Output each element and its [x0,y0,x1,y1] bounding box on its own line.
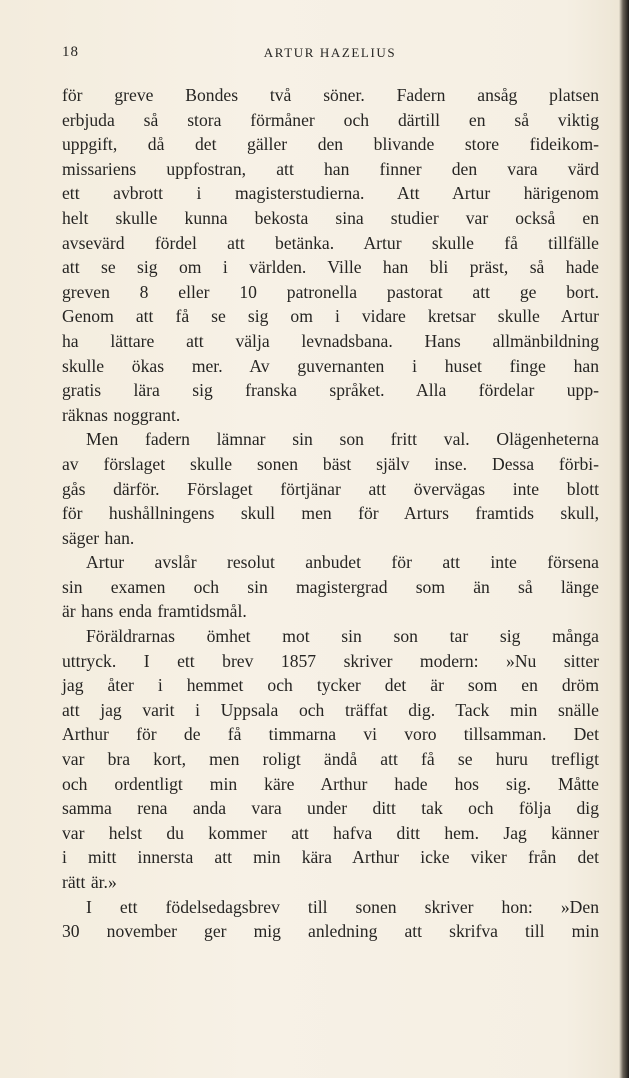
text-line: säger han. [62,527,135,548]
text-line: uppgift, då det gäller den blivande store fideikom- [62,134,599,155]
text-line: Artur avslår resolut anbudet för att inte försena [86,552,599,573]
page-edge-shadow [619,0,629,1078]
text-line: Föräldrarnas ömhet mot sin son tar sig många [86,626,599,647]
text-line: helt skulle kunna bekosta sina studier var också en [62,207,599,228]
page-header [62,44,598,66]
body-text [62,83,599,944]
text-line: 30 november ger mig anledning att skrifva till min [62,921,599,942]
text-line: för greve Bondes två söner. Fadern ansåg platsen [62,85,599,105]
page-number: 18 [62,44,79,60]
running-title: ARTUR HAZELIUS [263,45,397,60]
text-line: samma rena anda vara under ditt tak och följa dig [62,798,599,819]
text-line: erbjuda så stora förmåner och därtill en så viktig [62,109,599,130]
text-line: gratis lära sig franska språket. Alla fördelar upp- [62,380,599,401]
text-line: skulle ökas mer. Av guvernanten i huset finge han [62,355,599,376]
text-line: var bra kort, men roligt ändå att få se huru trefligt [62,749,599,770]
text-line: greven 8 eller 10 patronella pastorat att ge bort. [62,281,599,302]
text-line: gås därför. Förslaget förtjänar att övervägas inte blott [62,478,599,499]
text-line: sin examen och sin magistergrad som än så länge [62,576,599,597]
text-line: och ordentligt min käre Arthur hade hos sig. Måtte [62,773,599,794]
text-line: räknas noggrant. [62,404,181,425]
text-line: i mitt innersta att min kära Arthur icke viker från det [62,847,599,868]
text-line: att se sig om i världen. Ville han bli präst, så hade [62,257,599,278]
text-line: Genom att få se sig om i vidare kretsar skulle Artur [62,306,599,327]
text-line: Arthur för de få timmarna vi voro tillsamman. Det [62,724,599,745]
text-line: ett avbrott i magisterstudierna. Att Artur härigenom [62,183,599,204]
text-line: ha lättare att välja levnadsbana. Hans allmänbildning [62,330,599,351]
text-line: uttryck. I ett brev 1857 skriver modern: »Nu sitter [62,650,599,671]
text-line: I ett födelsedagsbrev till sonen skriver hon: »Den [86,896,599,917]
text-line: av förslaget skulle sonen bäst själv inse. Dessa förbi- [62,453,599,474]
text-line: för hushållningens skull men för Arturs framtids skull, [62,503,599,524]
text-line: jag åter i hemmet och tycker det är som en dröm [62,675,599,696]
text-line: missariens uppfostran, att han finner den vara värd [62,158,599,179]
text-line: avsevärd fördel att betänka. Artur skulle få tillfälle [62,232,599,253]
text-line: rätt är.» [62,872,117,892]
text-line: Men fadern lämnar sin son fritt val. Olägenheterna [86,429,599,450]
text-line: är hans enda framtidsmål. [62,601,247,622]
text-line: att jag varit i Uppsala och träffat dig. Tack min snälle [62,699,599,720]
text-line: var helst du kommer att hafva ditt hem. Jag känner [62,822,599,843]
